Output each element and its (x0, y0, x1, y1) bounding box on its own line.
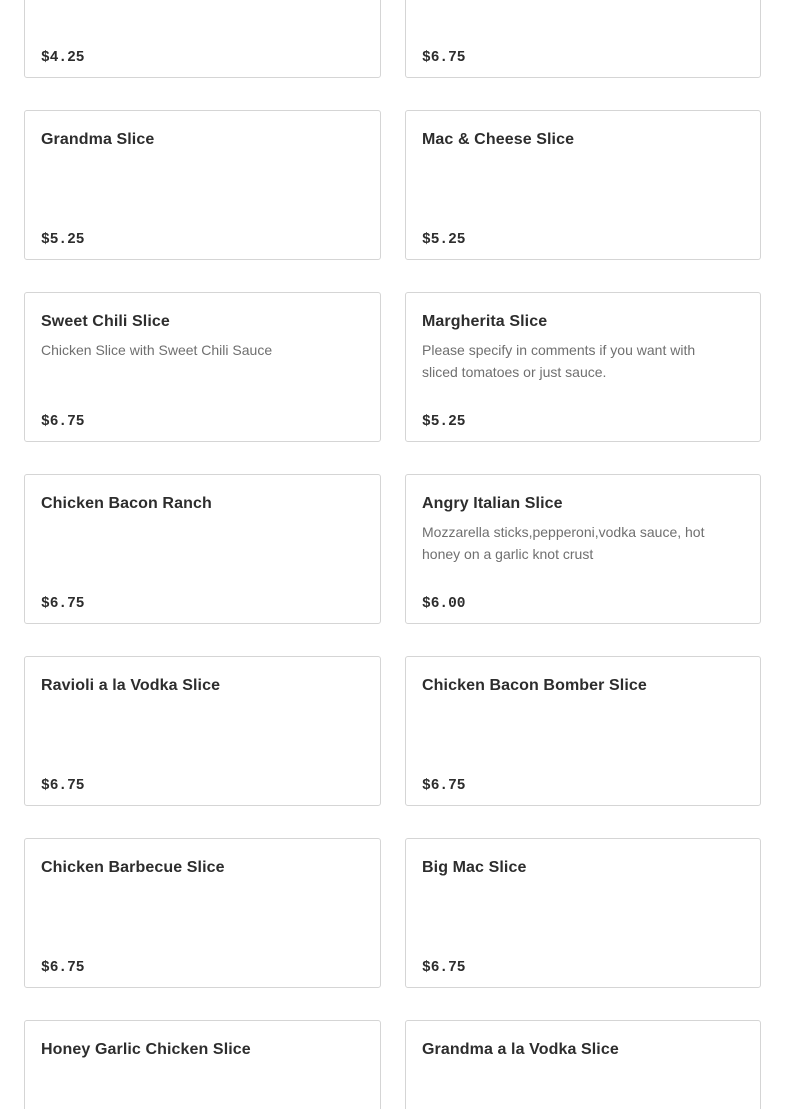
menu-item-card[interactable] (24, 292, 381, 442)
menu-item-name: Angry Italian Slice (422, 495, 563, 512)
menu-item-price: $6.75 (41, 778, 85, 794)
menu-item-name: Sweet Chili Slice (41, 313, 170, 330)
menu-item-name: Chicken Bacon Ranch (41, 495, 212, 512)
menu-item-name: Mac & Cheese Slice (422, 131, 575, 148)
menu-item-price: $6.75 (422, 960, 466, 976)
menu-item-price: $6.75 (422, 50, 466, 66)
menu-item-name: Honey Garlic Chicken Slice (41, 1041, 251, 1058)
menu-item-name: Big Mac Slice (422, 859, 527, 876)
menu-item-description: Chicken Slice with Sweet Chili Sauce (41, 342, 273, 358)
menu-item-card[interactable] (405, 656, 761, 806)
menu-item-card[interactable] (24, 0, 381, 78)
menu-item-card[interactable] (405, 110, 761, 260)
menu-item-price: $6.75 (41, 596, 85, 612)
menu-item-card[interactable] (405, 1020, 761, 1109)
menu-item-card[interactable] (405, 0, 761, 78)
menu-item-name: Margherita Slice (422, 313, 548, 330)
menu-item-price: $5.25 (422, 414, 466, 430)
menu-item-price: $6.75 (422, 778, 466, 794)
menu-item-card[interactable] (405, 474, 761, 624)
menu-item-card[interactable] (24, 656, 381, 806)
menu-item-name: Ravioli a la Vodka Slice (41, 677, 221, 694)
menu-item-price: $4.25 (41, 50, 85, 66)
menu-item-price: $6.75 (41, 960, 85, 976)
menu-item-name: Grandma a la Vodka Slice (422, 1041, 619, 1058)
menu-item-card[interactable] (405, 292, 761, 442)
menu-item-card[interactable] (24, 838, 381, 988)
menu-item-card[interactable] (24, 1020, 381, 1109)
menu-item-grid (24, 0, 761, 1109)
menu-item-price: $5.25 (41, 232, 85, 248)
menu-item-card[interactable] (24, 474, 381, 624)
menu-item-price: $5.25 (422, 232, 466, 248)
menu-item-card[interactable] (24, 110, 381, 260)
menu-item-name: Grandma Slice (41, 131, 155, 148)
menu-item-name: Chicken Barbecue Slice (41, 859, 225, 876)
menu-item-price: $6.00 (422, 596, 466, 612)
menu-item-card[interactable] (405, 838, 761, 988)
menu-item-description: Mozzarella sticks,pepperoni,vodka sauce, hot honey on a garlic knot crust (422, 524, 705, 562)
menu-item-description: Please specify in comments if you want with sliced tomatoes or just sauce. (422, 342, 696, 380)
menu-item-name: Chicken Bacon Bomber Slice (422, 677, 647, 694)
menu-item-price: $6.75 (41, 414, 85, 430)
